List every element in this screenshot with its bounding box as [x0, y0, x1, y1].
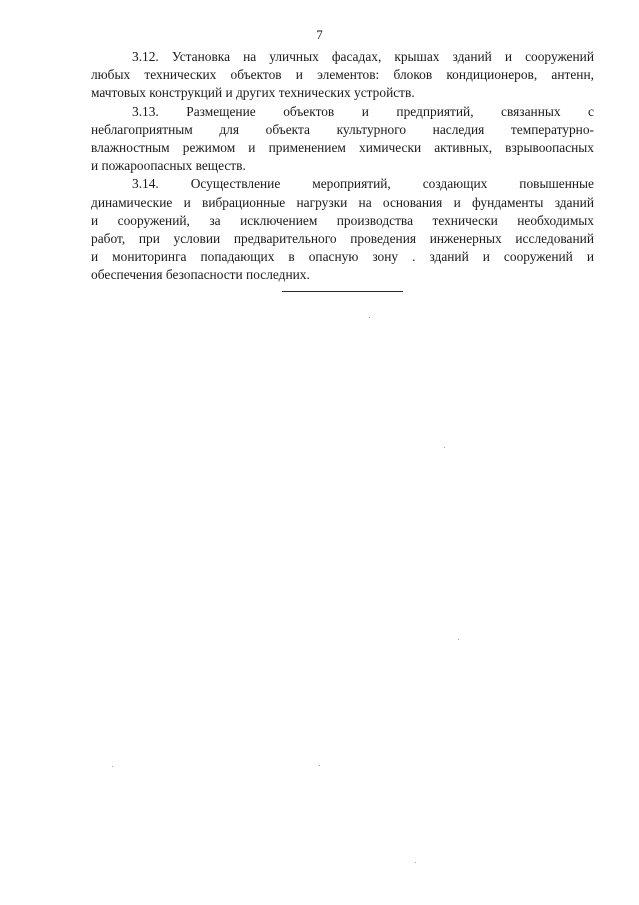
text-line: обеспечения безопасности последних.: [91, 267, 310, 283]
scan-speck: [369, 317, 370, 318]
text-line: и пожароопасных веществ.: [91, 158, 246, 174]
text-line: 3.12. Установка на уличных фасадах, крышах зданий и сооружений: [132, 49, 594, 64]
paragraph-3-14: [91, 175, 594, 284]
paragraph-3-12: [91, 48, 594, 103]
scan-speck: [112, 766, 113, 767]
document-body: [91, 48, 594, 284]
text-line: влажностным режимом и применением химически активных, взрывоопасных: [91, 139, 594, 155]
end-divider-line: [282, 291, 403, 292]
text-line: 3.13. Размещение объектов и предприятий, связанных с: [132, 103, 594, 119]
text-line: и сооружений, за исключением производства технически необходимых: [91, 212, 594, 228]
page-number: 7: [316, 27, 323, 42]
text-line: неблагоприятным для объекта культурного наследия температурно-: [91, 121, 594, 137]
scan-speck: [319, 765, 320, 766]
text-line: любых технических объектов и элементов: блоков кондиционеров, антенн,: [91, 67, 594, 83]
text-line: мачтовых конструкций и других технических устройств.: [91, 85, 415, 101]
text-line: 3.14. Осуществление мероприятий, создающих повышенные: [132, 176, 594, 192]
scan-speck: [458, 639, 459, 640]
scan-speck: [444, 447, 445, 448]
scan-speck: [415, 862, 416, 863]
text-line: и мониторинга попадающих в опасную зону . зданий и сооружений и: [91, 249, 594, 265]
text-line: работ, при условии предварительного проведения инженерных исследований: [91, 230, 594, 246]
paragraph-3-13: [91, 103, 594, 176]
text-line: динамические и вибрационные нагрузки на основания и фундаменты зданий: [91, 194, 594, 210]
